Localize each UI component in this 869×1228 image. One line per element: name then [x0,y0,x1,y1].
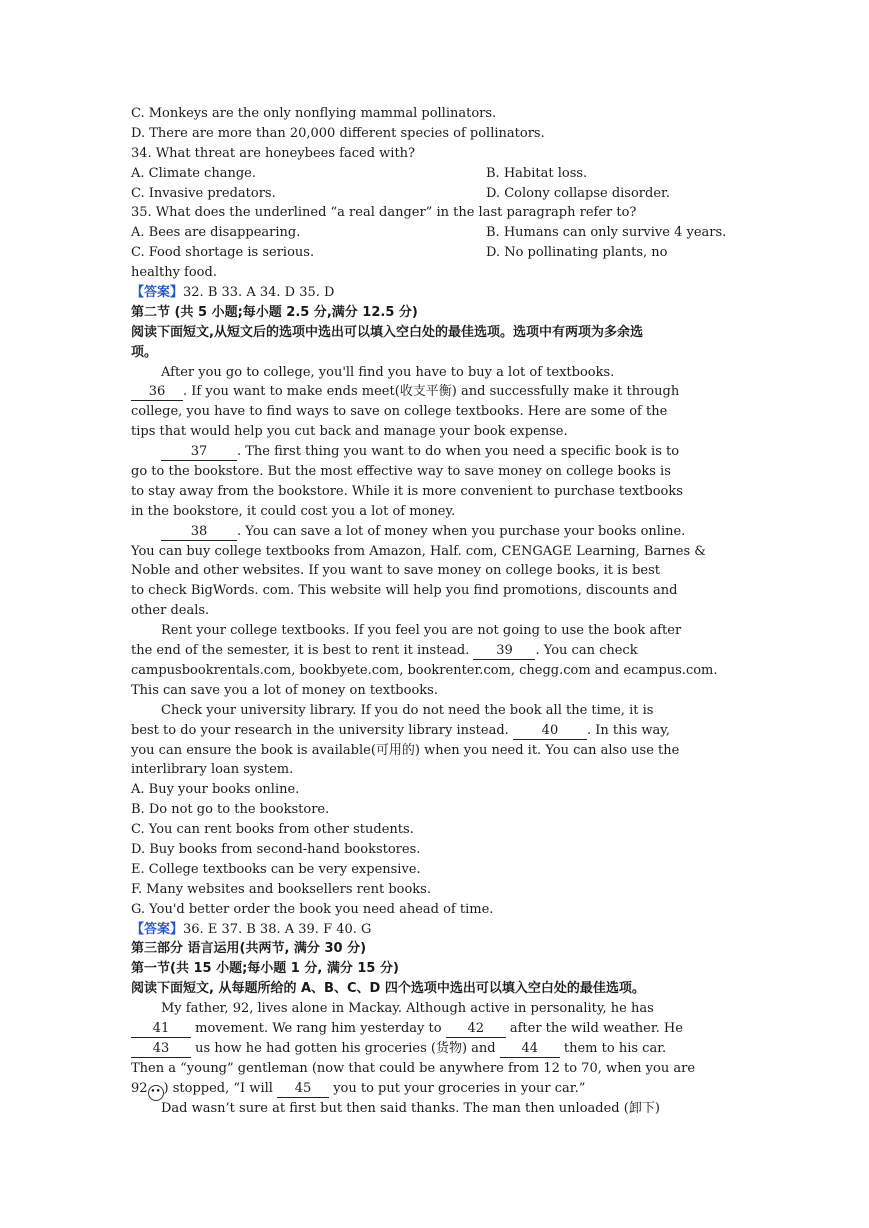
q33-option-c: C. Monkeys are the only nonflying mammal pollinators. [131,106,497,121]
passage-line [131,382,737,402]
cloze-text: us how he had gotten his groceries (货物) and [195,1040,496,1056]
blank-38[interactable]: 38 [161,524,237,541]
passage-text: the end of the semester, it is best to rent it instead. [131,643,470,659]
document-page [131,104,737,1118]
blank-45[interactable]: 45 [277,1081,329,1098]
section2-instruction: 阅读下面短文,从短文后的选项中选出可以填入空白处的最佳选项。选项中有两项为多余选 [131,324,643,340]
answer-tag: 【答案】 [131,921,184,937]
passage-text: . In this way, [586,722,671,738]
passage-text: . The first thing you want to do when you need a specific book is to [237,444,680,460]
cloze-line [131,1079,737,1099]
passage-text: . You can check [535,643,638,659]
cloze-text: 92 [131,1080,148,1096]
answer-key-1 [131,283,737,303]
passage-line [131,442,737,462]
blank-41[interactable]: 41 [131,1021,191,1038]
cloze-text: you to put your groceries in your car.” [333,1080,586,1096]
part3-subheading: 第一节(共 15 小题;每小题 1 分, 满分 15 分) [131,961,399,977]
cloze-line [131,1039,737,1059]
blank-39[interactable]: 39 [473,643,535,660]
passage-line [131,522,737,542]
option-g: G. You'd better order the book you need ahead of time. [131,901,494,917]
q34-row-ab [131,164,737,184]
q35-row-ab [131,223,737,243]
cloze-line [131,1019,737,1039]
passage-line: go to the bookstore. But the most effective way to save money on college books is [131,464,671,480]
passage-line: tips that would help you cut back and manage your book expense. [131,424,568,440]
cloze-text: after the wild weather. He [509,1020,683,1036]
q35-option-d-cont: healthy food. [131,265,217,281]
passage-line: Rent your college textbooks. If you feel you are not going to use the book after [161,623,682,639]
passage-line: campusbookrentals.com, bookbyete.com, bookrenter.com, chegg.com and ecampus.com. [131,662,718,678]
part3-heading: 第三部分 语言运用(共两节, 满分 30 分) [131,941,367,957]
q34-option-d: D. Colony collapse disorder. [486,185,670,201]
blank-44[interactable]: 44 [500,1041,560,1058]
cloze-text: them to his car. [563,1040,667,1056]
blank-36[interactable]: 36 [131,384,183,401]
q35-option-d: D. No pollinating plants, no [486,245,668,261]
cloze-line: Dad wasn’t sure at first but then said thanks. The man then unloaded (卸下) [161,1100,660,1116]
option-a: A. Buy your books online. [131,782,300,798]
passage-line: Check your university library. If you do not need the book all the time, it is [161,702,654,718]
q34-option-a: A. Climate change. [131,165,256,181]
q35-option-b: B. Humans can only survive 4 years. [486,225,727,241]
q35-option-c: C. Food shortage is serious. [131,245,315,261]
option-d: D. Buy books from second-hand bookstores. [131,841,421,857]
passage-text: . You can save a lot of money when you purchase your books online. [237,523,686,539]
passage-line [131,641,737,661]
cloze-line: My father, 92, lives alone in Mackay. Although active in personality, he has [161,1001,654,1017]
cloze-text: ) stopped, “I will [163,1080,273,1096]
answer-text: 36. E 37. B 38. A 39. F 40. G [183,921,372,937]
blank-40[interactable]: 40 [513,723,587,740]
passage-text: best to do your research in the university library instead. [131,722,509,738]
passage-line: college, you have to find ways to save on college textbooks. Here are some of the [131,404,668,420]
option-c: C. You can rent books from other students. [131,822,414,838]
part3-instruction: 阅读下面短文, 从每题所给的 A、B、C、D 四个选项中选出可以填入空白处的最佳选项。 [131,981,645,997]
passage-line: After you go to college, you'll find you have to buy a lot of textbooks. [161,364,615,380]
passage-line: Noble and other websites. If you want to save money on college books, it is best [131,563,660,579]
passage-line: in the bookstore, it could cost you a lot of money. [131,503,456,519]
section2-heading: 第二节 (共 5 小题;每小题 2.5 分,满分 12.5 分) [131,304,418,320]
q35-option-a: A. Bees are disappearing. [131,225,301,241]
passage-text: . If you want to make ends meet(收支平衡) and successfully make it through [183,384,680,400]
smiley-icon: •• [148,1085,164,1101]
q33-option-d: D. There are more than 20,000 different species of pollinators. [131,125,545,141]
q35-stem: 35. What does the underlined “a real danger” in the last paragraph refer to? [131,205,637,221]
passage-line: This can save you a lot of money on textbooks. [131,682,438,698]
option-b: B. Do not go to the bookstore. [131,802,330,818]
option-e: E. College textbooks can be very expensive. [131,861,421,877]
q34-row-cd [131,184,737,204]
passage-line: to check BigWords. com. This website will help you find promotions, discounts and [131,583,678,599]
passage-line: to stay away from the bookstore. While it is more convenient to purchase textbooks [131,483,683,499]
section2-instruction-cont: 项。 [131,344,158,360]
cloze-line: Then a “young” gentleman (now that could be anywhere from 12 to 70, when you are [131,1060,696,1076]
cloze-text: movement. We rang him yesterday to [195,1020,442,1036]
answer-text: 32. B 33. A 34. D 35. D [183,285,335,301]
q34-option-c: C. Invasive predators. [131,185,276,201]
q34-option-b: B. Habitat loss. [486,165,588,181]
passage-line: you can ensure the book is available(可用的) when you need it. You can also use the [131,742,680,758]
passage-line: interlibrary loan system. [131,762,294,778]
blank-42[interactable]: 42 [446,1021,506,1038]
passage-line: You can buy college textbooks from Amazon, Half. com, CENGAGE Learning, Barnes & [131,543,706,559]
passage-line: other deals. [131,603,210,619]
blank-43[interactable]: 43 [131,1041,191,1058]
option-f: F. Many websites and booksellers rent books. [131,881,431,897]
q34-stem: 34. What threat are honeybees faced with? [131,145,416,161]
answer-key-2 [131,920,737,940]
passage-line [131,721,737,741]
q35-row-cd [131,243,737,263]
answer-tag: 【答案】 [131,285,184,301]
blank-37[interactable]: 37 [161,444,237,461]
